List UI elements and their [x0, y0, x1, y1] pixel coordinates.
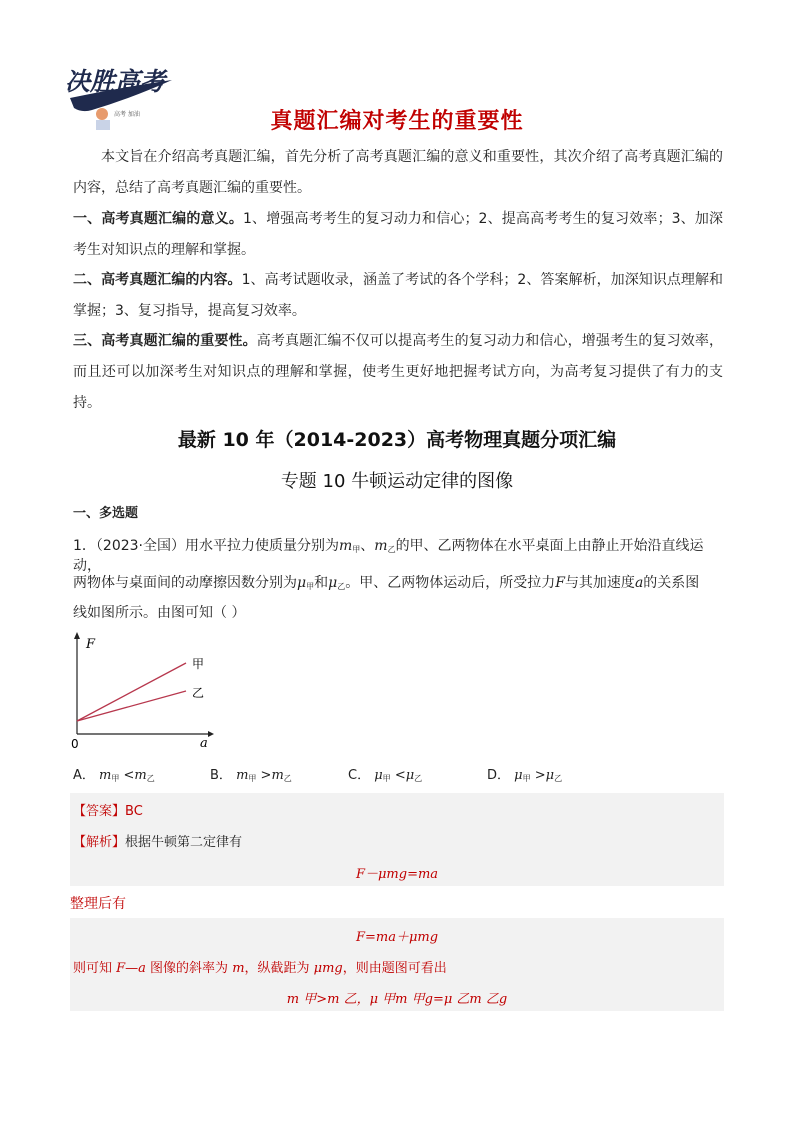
page-title: 真题汇编对考生的重要性 — [270, 109, 524, 134]
equation-3: m 甲>m 乙，μ 甲m 甲g=μ 乙m 乙g — [286, 992, 508, 1007]
answer-label: 【答案】 — [73, 804, 126, 819]
line-jia-label: 甲 — [192, 657, 205, 671]
logo-text: 决胜高考 — [65, 67, 166, 96]
section-2 — [73, 265, 723, 327]
option-d[interactable]: D． $\mu_甲 >\mu_乙$ — [487, 768, 563, 783]
svg-text:高考 加油: 高考 加油 — [114, 111, 140, 118]
line-yi-label: 乙 — [192, 686, 205, 700]
compilation-title: 最新 10 年（2014-2023）高考物理真题分项汇编 — [177, 429, 617, 451]
option-c[interactable]: C． $\mu_甲 <\mu_乙$ — [348, 768, 423, 783]
section-2-head: 二、高考真题汇编的内容。 — [73, 272, 242, 288]
section-1-head: 一、高考真题汇编的意义。 — [73, 211, 243, 227]
section-1 — [73, 204, 723, 266]
section-1-body: 1、增强高考考生的复习动力和信心；2、提高高考考生的复习效率；3、加深考生对知识点的理解和掌握。 — [73, 211, 723, 258]
analysis-label: 【解析】 — [73, 835, 126, 850]
section-3-body: 高考真题汇编不仅可以提高考生的复习动力和信心，增强考生的复习效率，而且还可以加深考生对知识点的理解和掌握，使考生更好地把握考试方向，为高考复习提供了有力的支持。 — [73, 333, 723, 411]
x-axis-label: a — [200, 736, 208, 751]
question-type-label: 一、多选题 — [73, 506, 139, 521]
option-b[interactable]: B． $m_甲 >m_乙$ — [210, 768, 292, 783]
origin-label: 0 — [71, 737, 79, 751]
tidy-label: 整理后有 — [70, 896, 126, 912]
answer-line — [73, 800, 143, 819]
intro-paragraph: 本文旨在介绍高考真题汇编，首先分析了高考真题汇编的意义和重要性，其次介绍了高考真题汇编的内容，总结了高考真题汇编的重要性。 — [73, 149, 723, 196]
question-line-3: 线如图所示。由图可知（ ） — [73, 605, 246, 621]
analysis-line — [73, 831, 242, 850]
topic-title: 专题 10 牛顿运动定律的图像 — [280, 471, 514, 492]
slope-line: 则可知 F—a 图像的斜率为 m，纵截距为 μmg，则由题图可看出 — [73, 961, 447, 976]
y-axis-label: F — [86, 637, 96, 652]
section-3 — [73, 326, 723, 419]
question-line-1: 1．（2023·全国）用水平拉力使质量分别为$m_甲$、$m_乙$的甲、乙两物体在水平桌面上由静止开始沿直线运动， — [73, 538, 704, 574]
section-3-head: 三、高考真题汇编的重要性。 — [73, 333, 257, 349]
equation-2: F=ma＋μmg — [355, 930, 439, 945]
equation-1: F－μmg=ma — [355, 867, 439, 882]
section-2-body: 1、高考试题收录，涵盖了考试的各个学科；2、答案解析，加深知识点理解和掌握；3、复习指导，提高复习效率。 — [73, 272, 724, 319]
option-a[interactable]: A． $m_甲 <m_乙$ — [73, 768, 155, 783]
line-jia — [77, 663, 186, 721]
line-yi — [77, 691, 186, 721]
answer-value: BC — [125, 804, 143, 819]
question-line-2: 两物体与桌面间的动摩擦因数分别为$\mu_甲$和$\mu_乙$。甲、乙两物体运动后，所受拉力F与其加速度a的关系图 — [73, 575, 700, 591]
f-a-graph — [68, 630, 218, 752]
analysis-text: 根据牛顿第二定律有 — [125, 835, 243, 850]
